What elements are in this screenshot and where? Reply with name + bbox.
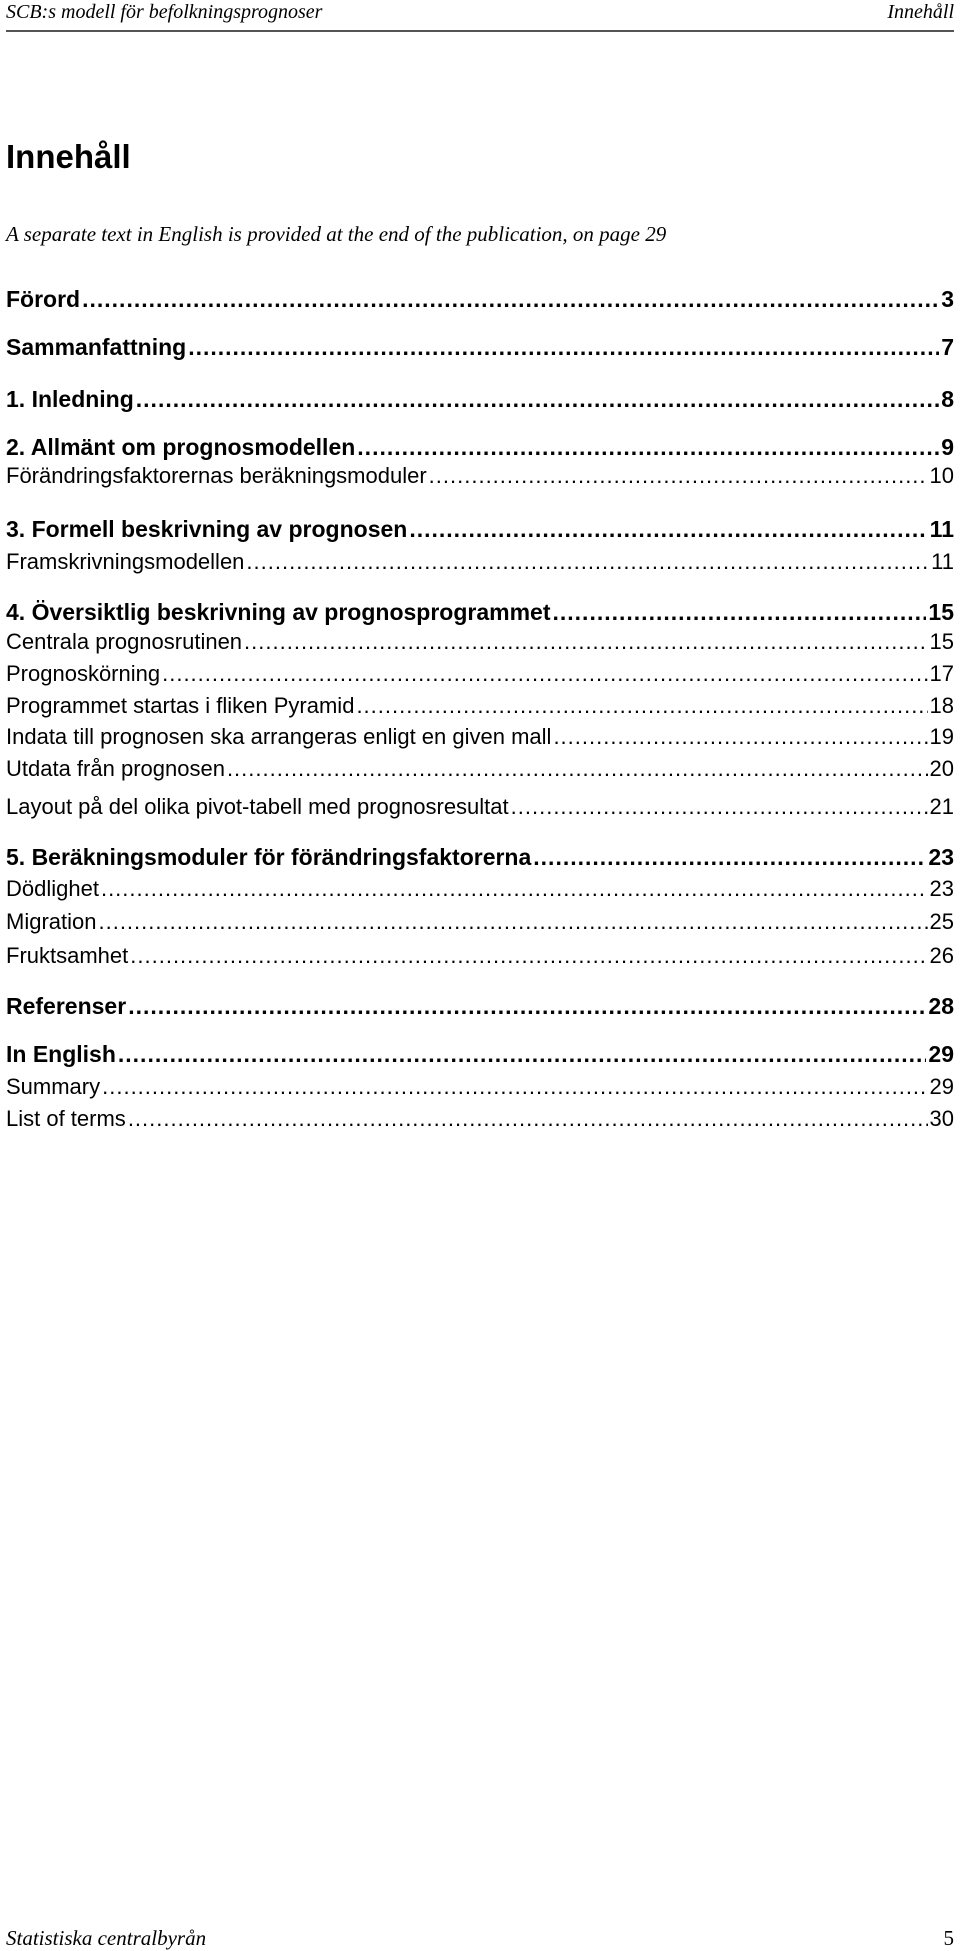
dot-leader [102,1074,927,1100]
toc-entry-page: 15 [929,629,954,654]
toc-entry-page: 30 [929,1106,954,1131]
toc-entry-page: 23 [928,844,954,870]
toc-entry[interactable] [6,286,954,313]
toc-entry-label: Programmet startas i fliken Pyramid [6,693,355,718]
dot-leader [98,909,927,935]
toc-entry-label: 4. Översiktlig beskrivning av prognosprogrammet [6,599,551,625]
toc-entry[interactable] [6,993,954,1020]
toc-entry[interactable] [6,599,954,626]
footer-publisher: Statistiska centralbyrån [6,1926,207,1950]
toc-entry-label: List of terms [6,1106,126,1131]
toc-entry-page: 7 [941,334,954,360]
toc-entry-page: 9 [941,434,954,460]
toc-entry[interactable] [6,909,954,935]
toc-entry[interactable] [6,661,954,687]
toc-entry-label: Migration [6,909,97,934]
toc-entry-label: Indata till prognosen ska arrangeras enligt en given mall [6,724,552,749]
toc-entry-label: Centrala prognosrutinen [6,629,243,654]
toc-entry-label: Fruktsamhet [6,943,129,968]
toc-entry-page: 17 [929,661,954,686]
toc-entry[interactable] [6,386,954,413]
toc-entry-page: 8 [941,386,954,412]
header-section-title: Innehåll [887,1,954,23]
toc-entry-label: Prognoskörning [6,661,161,686]
dot-leader [533,844,926,871]
toc-entry-page: 15 [928,599,954,625]
toc-entry-page: 23 [929,876,954,901]
toc-entry[interactable] [6,693,954,719]
dot-leader [244,629,927,655]
toc-entry-page: 21 [929,794,954,819]
dot-leader [357,434,939,461]
toc-entry-page: 19 [929,724,954,749]
dot-leader [246,549,929,575]
page-title: Innehåll [6,138,131,175]
toc-entry-label: Framskrivningsmodellen [6,549,245,574]
toc-entry[interactable] [6,844,954,871]
dot-leader [82,286,939,313]
toc-entry[interactable] [6,549,954,575]
toc-entry-label: Layout på del olika pivot-tabell med prognosresultat [6,794,509,819]
toc-entry-label: Dödlighet [6,876,99,901]
dot-leader [356,693,927,719]
toc-entry-label: Utdata från prognosen [6,756,225,781]
toc-entry-page: 11 [931,549,954,574]
toc-entry-page: 20 [929,756,954,781]
dot-leader [128,1106,928,1132]
toc-entry[interactable] [6,943,954,969]
toc-entry-page: 11 [929,516,954,542]
dot-leader [553,599,927,626]
toc-entry[interactable] [6,724,954,750]
page-number: 5 [943,1926,954,1950]
toc-entry[interactable] [6,434,954,461]
toc-entry[interactable] [6,629,954,655]
dot-leader [162,661,927,687]
dot-leader [128,993,926,1020]
toc-entry[interactable] [6,876,954,902]
header-publication-title: SCB:s modell för befolkningsprognoser [6,1,323,23]
dot-leader [227,756,928,782]
dot-leader [130,943,927,969]
dot-leader [118,1041,927,1068]
dot-leader [188,334,939,361]
dot-leader [511,794,928,820]
toc-entry-page: 29 [928,1041,954,1067]
dot-leader [136,386,939,413]
toc-entry-label: Referenser [6,993,127,1019]
toc-entry-label: 2. Allmänt om prognosmodellen [6,434,356,460]
toc-entry[interactable] [6,794,954,820]
toc-entry-page: 26 [929,943,954,968]
toc-entry-label: Sammanfattning [6,334,187,360]
dot-leader [553,724,927,750]
toc-entry-label: Förändringsfaktorernas beräkningsmoduler [6,463,427,488]
toc-entry-page: 25 [929,909,954,934]
toc-entry-page: 10 [929,463,954,488]
dot-leader [429,463,928,489]
toc-entry-label: 1. Inledning [6,386,134,412]
toc-entry[interactable] [6,516,954,543]
toc-entry-page: 18 [929,693,954,718]
running-header [6,0,954,32]
toc-entry[interactable] [6,1106,954,1132]
toc-entry-label: Summary [6,1074,101,1099]
toc-entry-label: In English [6,1041,116,1067]
toc-entry[interactable] [6,334,954,361]
toc-entry-label: 5. Beräkningsmoduler för förändringsfaktorerna [6,844,532,870]
toc-entry-page: 29 [929,1074,954,1099]
dot-leader [409,516,927,543]
toc-entry-label: Förord [6,286,81,312]
toc-entry[interactable] [6,1074,954,1100]
toc-entry[interactable] [6,1041,954,1068]
english-note: A separate text in English is provided at the end of the publication, on page 29 [6,222,667,246]
toc-entry-page: 28 [928,993,954,1019]
toc-entry[interactable] [6,756,954,782]
toc-entry[interactable] [6,463,954,489]
dot-leader [101,876,928,902]
toc-entry-label: 3. Formell beskrivning av prognosen [6,516,408,542]
toc-entry-page: 3 [941,286,954,312]
